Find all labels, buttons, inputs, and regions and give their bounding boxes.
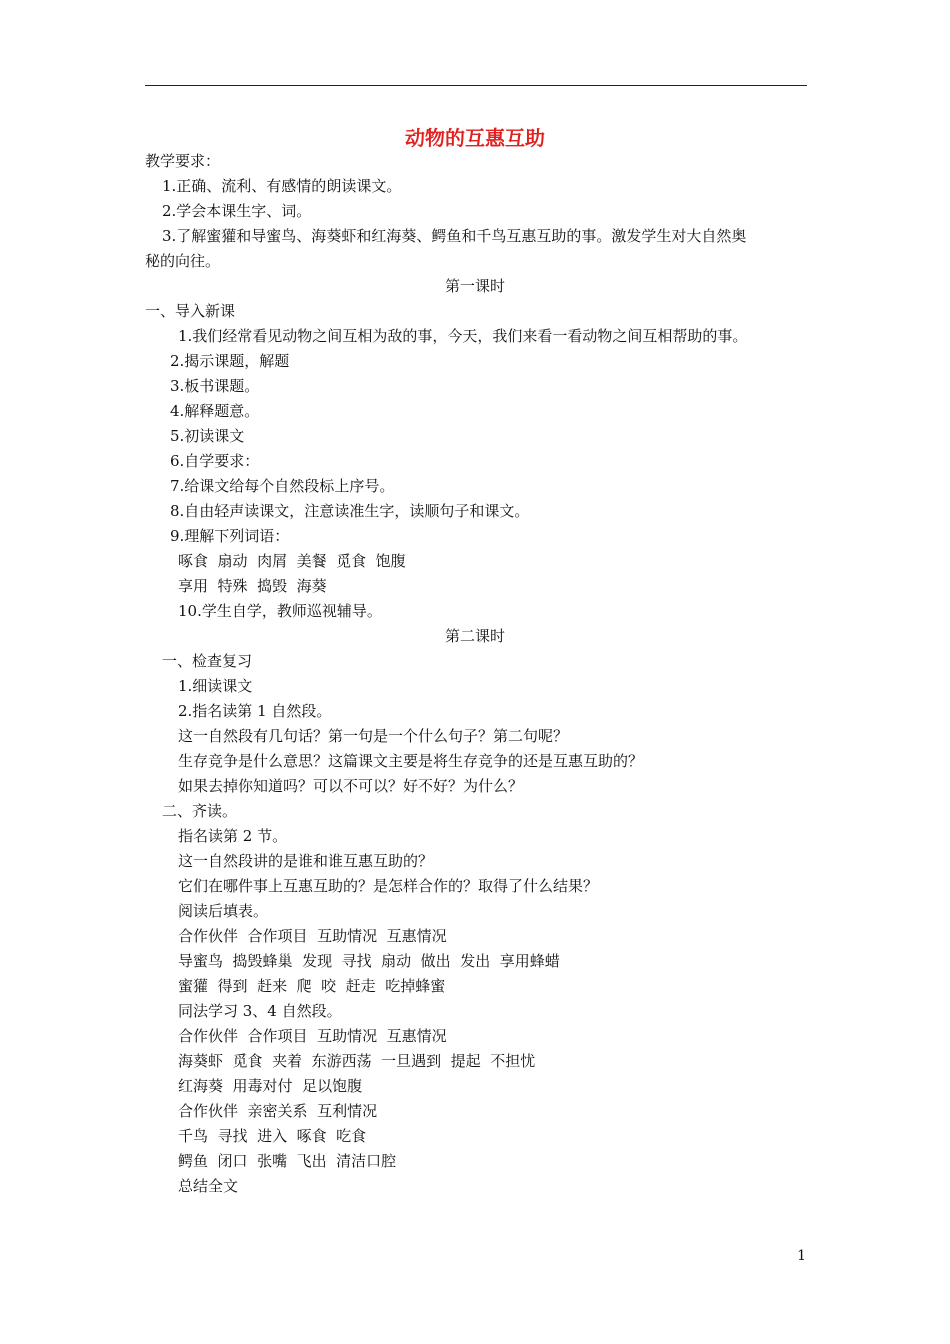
lesson1-item: 2.揭示课题，解题: [170, 352, 290, 370]
lesson1-item: 1.我们经常看见动物之间互相为敌的事，今天，我们来看一看动物之间互相帮助的事。: [178, 327, 748, 345]
table-header-line: 合作伙伴 合作项目 互助情况 互惠情况: [178, 927, 447, 945]
table-row-line: 导蜜鸟 捣毁蜂巢 发现 寻找 扇动 做出 发出 享用蜂蜡: [178, 952, 560, 970]
lesson2-item: 生存竞争是什么意思？这篇课文主要是将生存竞争的还是互惠互助的？: [178, 752, 644, 770]
header-rule: [145, 85, 807, 86]
lesson2-item: 指名读第 2 节。: [178, 827, 288, 845]
lesson2-item: 这一自然段讲的是谁和谁互惠互助的？: [178, 852, 434, 870]
lesson2-item: 这一自然段有几句话？第一句是一个什么句子？第二句呢？: [178, 727, 569, 745]
lesson1-item: 10.学生自学，教师巡视辅导。: [178, 602, 382, 620]
lesson1-item: 7.给课文给每个自然段标上序号。: [170, 477, 395, 495]
table-row-line: 红海葵 用毒对付 足以饱腹: [178, 1077, 363, 1095]
objectives-heading: 教学要求：: [145, 152, 221, 170]
table-row-line: 海葵虾 觅食 夹着 东游西荡 一旦遇到 提起 不担忧: [178, 1052, 536, 1070]
document-title: 动物的互惠互助: [405, 126, 545, 150]
lesson1-section-heading: 一、导入新课: [145, 302, 236, 320]
lesson2-heading: 第二课时: [444, 627, 505, 645]
lesson1-item: 4.解释题意。: [170, 402, 260, 420]
lesson2-item: 如果去掉你知道吗？可以不可以？好不好？为什么？: [178, 777, 524, 795]
objective-item: 2.学会本课生字、词。: [162, 202, 312, 220]
table-row-line: 蜜獾 得到 赶来 爬 咬 赶走 吃掉蜂蜜: [178, 977, 446, 995]
lesson2-item: 它们在哪件事上互惠互助的？是怎样合作的？取得了什么结果？: [178, 877, 599, 895]
lesson2-item: 1.细读课文: [178, 677, 253, 695]
table-header-line: 合作伙伴 合作项目 互助情况 互惠情况: [178, 1027, 447, 1045]
objective-item-continued: 秘的向往。: [145, 252, 221, 270]
lesson2-item: 同法学习 3、4 自然段。: [178, 1002, 342, 1020]
lesson2-item: 总结全文: [178, 1177, 239, 1195]
lesson1-item: 6.自学要求：: [170, 452, 260, 470]
lesson2-item: 阅读后填表。: [178, 902, 269, 920]
table-header-line: 合作伙伴 亲密关系 互利情况: [178, 1102, 378, 1120]
lesson2-section-heading: 二、齐读。: [162, 802, 238, 820]
page-number: 1: [797, 1248, 806, 1264]
lesson1-item: 3.板书课题。: [170, 377, 260, 395]
table-row-line: 千鸟 寻找 进入 啄食 吃食: [178, 1127, 367, 1145]
lesson1-item: 8.自由轻声读课文，注意读准生字，读顺句子和课文。: [170, 502, 530, 520]
lesson2-item: 2.指名读第 1 自然段。: [178, 702, 332, 720]
lesson2-section-heading: 一、检查复习: [162, 652, 253, 670]
table-row-line: 鳄鱼 闭口 张嘴 飞出 清洁口腔: [178, 1152, 397, 1170]
objective-item: 1.正确、流利、有感情的朗读课文。: [162, 177, 402, 195]
vocabulary-line: 啄食 扇动 肉屑 美餐 觅食 饱腹: [178, 552, 406, 570]
lesson1-item: 5.初读课文: [170, 427, 245, 445]
vocabulary-line: 享用 特殊 捣毁 海葵: [178, 577, 327, 595]
lesson1-item: 9.理解下列词语：: [170, 527, 290, 545]
lesson1-heading: 第一课时: [444, 277, 505, 295]
objective-item: 3.了解蜜獾和导蜜鸟、海葵虾和红海葵、鳄鱼和千鸟互惠互助的事。激发学生对大自然奥: [162, 227, 747, 245]
